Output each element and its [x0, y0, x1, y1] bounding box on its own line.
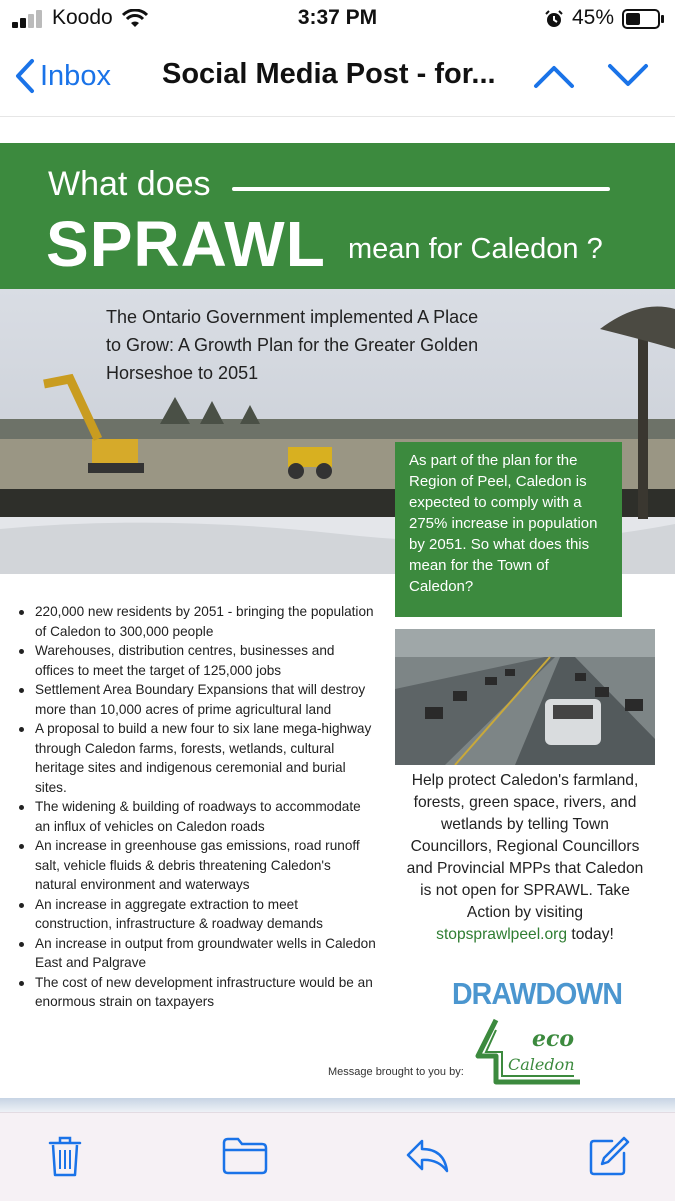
list-item: 220,000 new residents by 2051 - bringing the population of Caledon to 300,000 people [16, 602, 376, 641]
banner-headline: SPRAWL [46, 208, 326, 280]
chevron-left-icon [14, 58, 36, 94]
banner [0, 143, 675, 289]
highway-photo [395, 629, 655, 765]
message-subject: Social Media Post - for... [162, 58, 496, 90]
list-item: Settlement Area Boundary Expansions that will destroy more than 10,000 acres of prime agricultural land [16, 680, 376, 719]
trash-icon[interactable] [48, 1135, 82, 1177]
poster-image [0, 118, 675, 1093]
highway-scene [395, 629, 655, 765]
intro-text: The Ontario Government implemented A Place to Grow: A Growth Plan for the Greater Golden Horseshoe to 2051 [106, 307, 479, 383]
call-to-action-text: Help protect Caledon's farmland, forests, green space, rivers, and wetlands by telling Town Councillors, Regional Councillors and Provincial MPPs that Caledon is not open for SPRAWL. Take Action by visiting [406, 772, 644, 921]
alarm-icon [544, 9, 564, 29]
next-message-button[interactable] [606, 58, 650, 94]
list-item: An increase in greenhouse gas emissions, road runoff salt, vehicle fluids & debris threatening Caledon's natural environment and waterways [16, 836, 376, 895]
logo-caledon-text: Caledon [508, 1055, 575, 1074]
callout-box: As part of the plan for the Region of Peel, Caledon is expected to comply with a 275% increase in population by 2051. So what does this mean for the Town of Caledon? [395, 442, 622, 617]
call-to-action-end: today! [567, 926, 614, 943]
impact-list [16, 602, 376, 1012]
battery-icon [622, 9, 666, 29]
status-bar [0, 0, 675, 40]
list-item: The cost of new development infrastructure would be an enormous strain on taxpayers [16, 973, 376, 1012]
list-item: The widening & building of roadways to accommodate an influx of vehicles on Caledon roads [16, 797, 376, 836]
carrier-name: Koodo [52, 6, 113, 29]
reply-icon[interactable] [404, 1135, 450, 1175]
previous-message-button[interactable] [532, 58, 576, 94]
logo-eco-text: eco [532, 1026, 575, 1052]
eco-caledon-logo [474, 1016, 584, 1086]
clock: 3:37 PM [297, 6, 378, 29]
mail-nav-bar [0, 40, 675, 116]
tree-trunk [638, 319, 648, 519]
call-to-action [400, 770, 650, 946]
nav-divider [0, 116, 675, 117]
banner-rule [232, 187, 610, 191]
banner-what-does: What does [48, 165, 211, 203]
message-credit: Message brought to you by: [328, 1066, 464, 1078]
banner-subtitle: mean for Caledon ? [348, 233, 603, 265]
drawdown-logo: DRAWDOWN [452, 976, 623, 1011]
campaign-link[interactable]: stopsprawlpeel.org [436, 926, 568, 943]
back-to-inbox-button[interactable] [14, 56, 111, 96]
next-content-preview [0, 1098, 675, 1112]
list-item: An increase in aggregate extraction to meet construction, infrastructure & roadway demands [16, 895, 376, 934]
back-label: Inbox [40, 59, 111, 92]
bottom-toolbar [0, 1112, 675, 1201]
list-item: A proposal to build a new four to six lane mega-highway through Caledon farms, forests, wetlands, cultural heritage sites and indigenous ceremonial and burial sites. [16, 719, 376, 797]
battery-percent: 45% [572, 6, 615, 29]
list-item: Warehouses, distribution centres, businesses and offices to meet the target of 125,000 jobs [16, 641, 376, 680]
folder-icon[interactable] [222, 1135, 268, 1175]
list-item: An increase in output from groundwater wells in Caledon East and Palgrave [16, 934, 376, 973]
compose-icon[interactable] [588, 1135, 630, 1177]
